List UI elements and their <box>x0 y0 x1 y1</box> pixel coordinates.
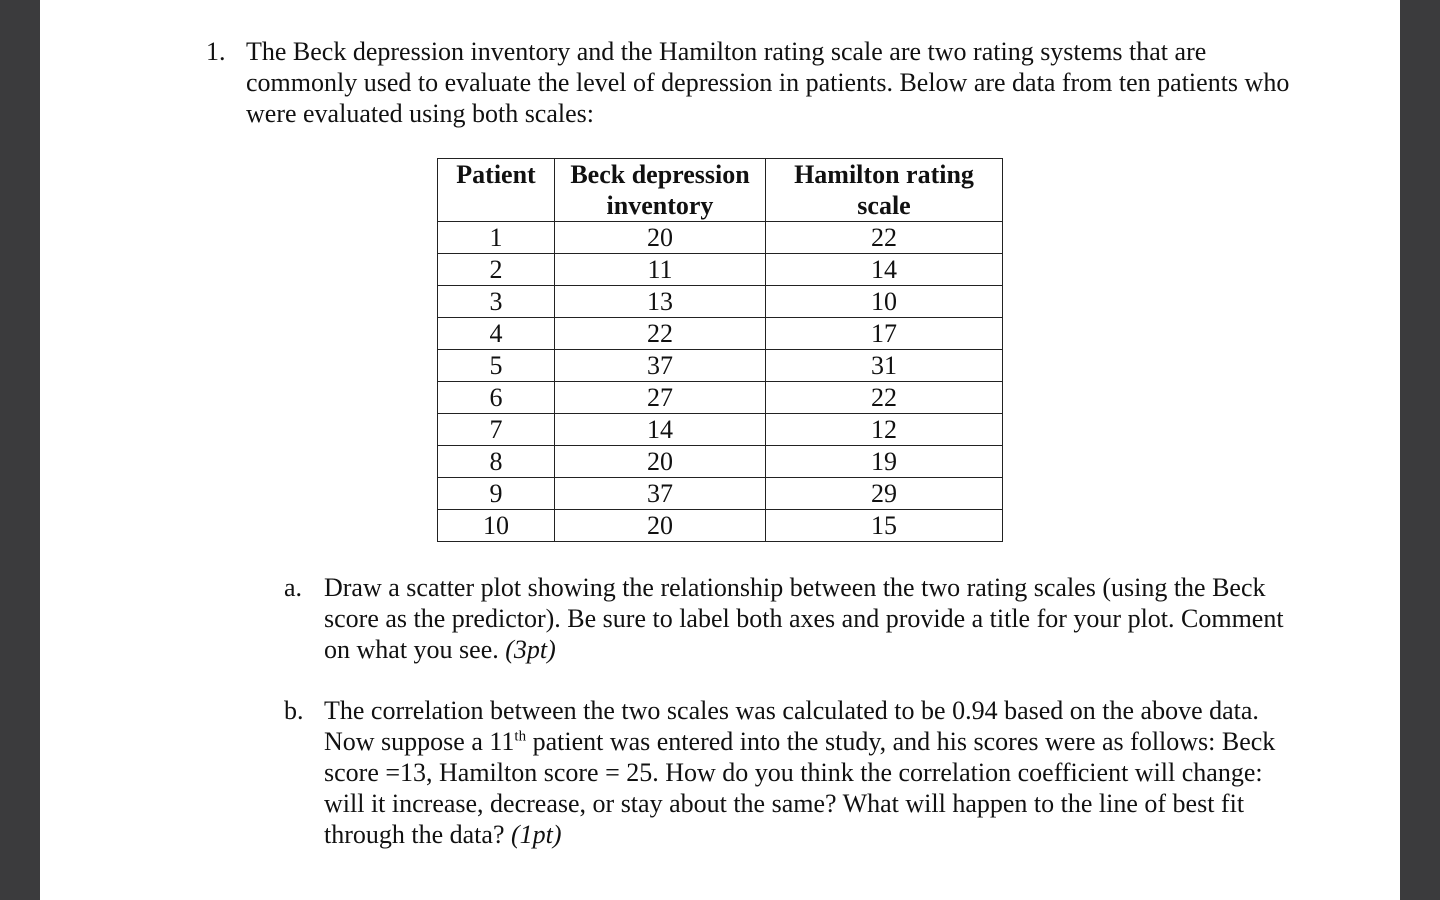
question-number: 1. <box>206 37 226 66</box>
header-patient: Patient <box>438 159 555 222</box>
cell-hamilton: 14 <box>766 254 1003 286</box>
part-b-points: (1pt) <box>511 820 562 849</box>
cell-patient: 4 <box>438 318 555 350</box>
cell-hamilton: 22 <box>766 382 1003 414</box>
cell-hamilton: 10 <box>766 286 1003 318</box>
table-row <box>438 254 1003 286</box>
cell-beck: 27 <box>555 382 766 414</box>
question-text: The Beck depression inventory and the Hamilton rating scale are two rating systems that are commonly used to evaluate the level of depression in patients. Below are data from ten patients who were evaluated using both scales: <box>246 37 1290 128</box>
cell-patient: 5 <box>438 350 555 382</box>
cell-beck: 20 <box>555 510 766 542</box>
part-b-text <box>324 695 1284 850</box>
table-row <box>438 414 1003 446</box>
cell-patient: 8 <box>438 446 555 478</box>
table-header-row <box>438 159 1003 222</box>
cell-hamilton: 19 <box>766 446 1003 478</box>
table-row <box>438 446 1003 478</box>
cell-beck: 20 <box>555 446 766 478</box>
part-a-body: Draw a scatter plot showing the relationship between the two rating scales (using the Beck score as the predictor). Be sure to label both axes and provide a title for your plot. Comment on what you see. <box>324 573 1284 664</box>
table-row <box>438 382 1003 414</box>
cell-patient: 6 <box>438 382 555 414</box>
cell-hamilton: 15 <box>766 510 1003 542</box>
cell-hamilton: 22 <box>766 222 1003 254</box>
table-row <box>438 318 1003 350</box>
cell-beck: 13 <box>555 286 766 318</box>
cell-patient: 9 <box>438 478 555 510</box>
cell-patient: 10 <box>438 510 555 542</box>
cell-beck: 20 <box>555 222 766 254</box>
part-a-letter: a. <box>284 573 303 602</box>
cell-hamilton: 12 <box>766 414 1003 446</box>
cell-hamilton: 29 <box>766 478 1003 510</box>
cell-hamilton: 31 <box>766 350 1003 382</box>
table-row <box>438 350 1003 382</box>
table-row <box>438 286 1003 318</box>
part-b-letter: b. <box>284 696 304 725</box>
cell-beck: 37 <box>555 478 766 510</box>
part-b-superscript: th <box>514 728 527 745</box>
cell-beck: 22 <box>555 318 766 350</box>
cell-patient: 1 <box>438 222 555 254</box>
data-table <box>437 158 1003 542</box>
cell-beck: 14 <box>555 414 766 446</box>
table-row <box>438 478 1003 510</box>
table-row <box>438 222 1003 254</box>
cell-patient: 3 <box>438 286 555 318</box>
part-b-body-2: patient was entered into the study, and his scores were as follows: Beck score =13, Hamilton score = 25. How do you think the correlation coefficient will change: will it increase, decrease, or stay about the same? What will happen to the line of best fit through the data? <box>324 727 1276 849</box>
document-page <box>40 0 1400 900</box>
part-a-text <box>324 572 1284 665</box>
part-b-body-1: The correlation between the two scales was calculated to be 0.94 based on the above data. Now suppose a 11 <box>324 696 1259 756</box>
cell-patient: 7 <box>438 414 555 446</box>
cell-beck: 11 <box>555 254 766 286</box>
header-beck: Beck depression inventory <box>555 159 766 222</box>
cell-patient: 2 <box>438 254 555 286</box>
cell-beck: 37 <box>555 350 766 382</box>
table-row <box>438 510 1003 542</box>
cell-hamilton: 17 <box>766 318 1003 350</box>
part-a-points: (3pt) <box>505 635 556 664</box>
header-hamilton: Hamilton rating scale <box>766 159 1003 222</box>
